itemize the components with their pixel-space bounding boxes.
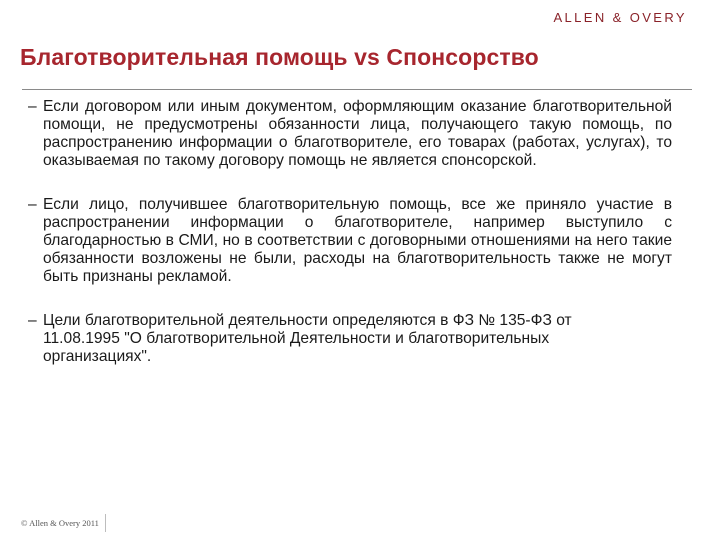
bullet-dash: –	[28, 196, 37, 213]
slide-title: Благотворительная помощь vs Спонсорство	[20, 44, 539, 70]
bullet-dash: –	[28, 98, 37, 115]
bullet-item-1	[28, 98, 672, 170]
bullet-text: Цели благотворительной деятельности определяются в ФЗ № 135-ФЗ от 11.08.1995 "О благотворительной Деятельности и благотворительных организациях".	[43, 312, 572, 365]
copyright-footer: © Allen & Overy 2011	[21, 518, 99, 528]
bullet-list	[28, 98, 672, 392]
bullet-item-3	[28, 312, 672, 366]
bullet-dash: –	[28, 312, 37, 329]
allen-overy-logo: ALLEN & OVERY	[553, 10, 687, 25]
bullet-text: Если договором или иным документом, оформляющим оказание благотворительной помощи, не предусмотрены обязанности лица, получающего такую помощь, по распространению информации о благотворителе, его товарах (работах, услугах), то оказываемая по такому договору помощь не является спонсорской.	[43, 98, 672, 169]
title-divider	[22, 89, 692, 90]
footer-divider	[105, 514, 106, 532]
bullet-text: Если лицо, получившее благотворительную помощь, все же приняло участие в распространении информации о благотворителе, например выступило с благодарностью в СМИ, но в соответствии с договорными отношениями на него такие обязанности возложены не были, расходы на благотворительность также не могут быть признаны рекламой.	[43, 196, 672, 285]
bullet-item-2	[28, 196, 672, 286]
